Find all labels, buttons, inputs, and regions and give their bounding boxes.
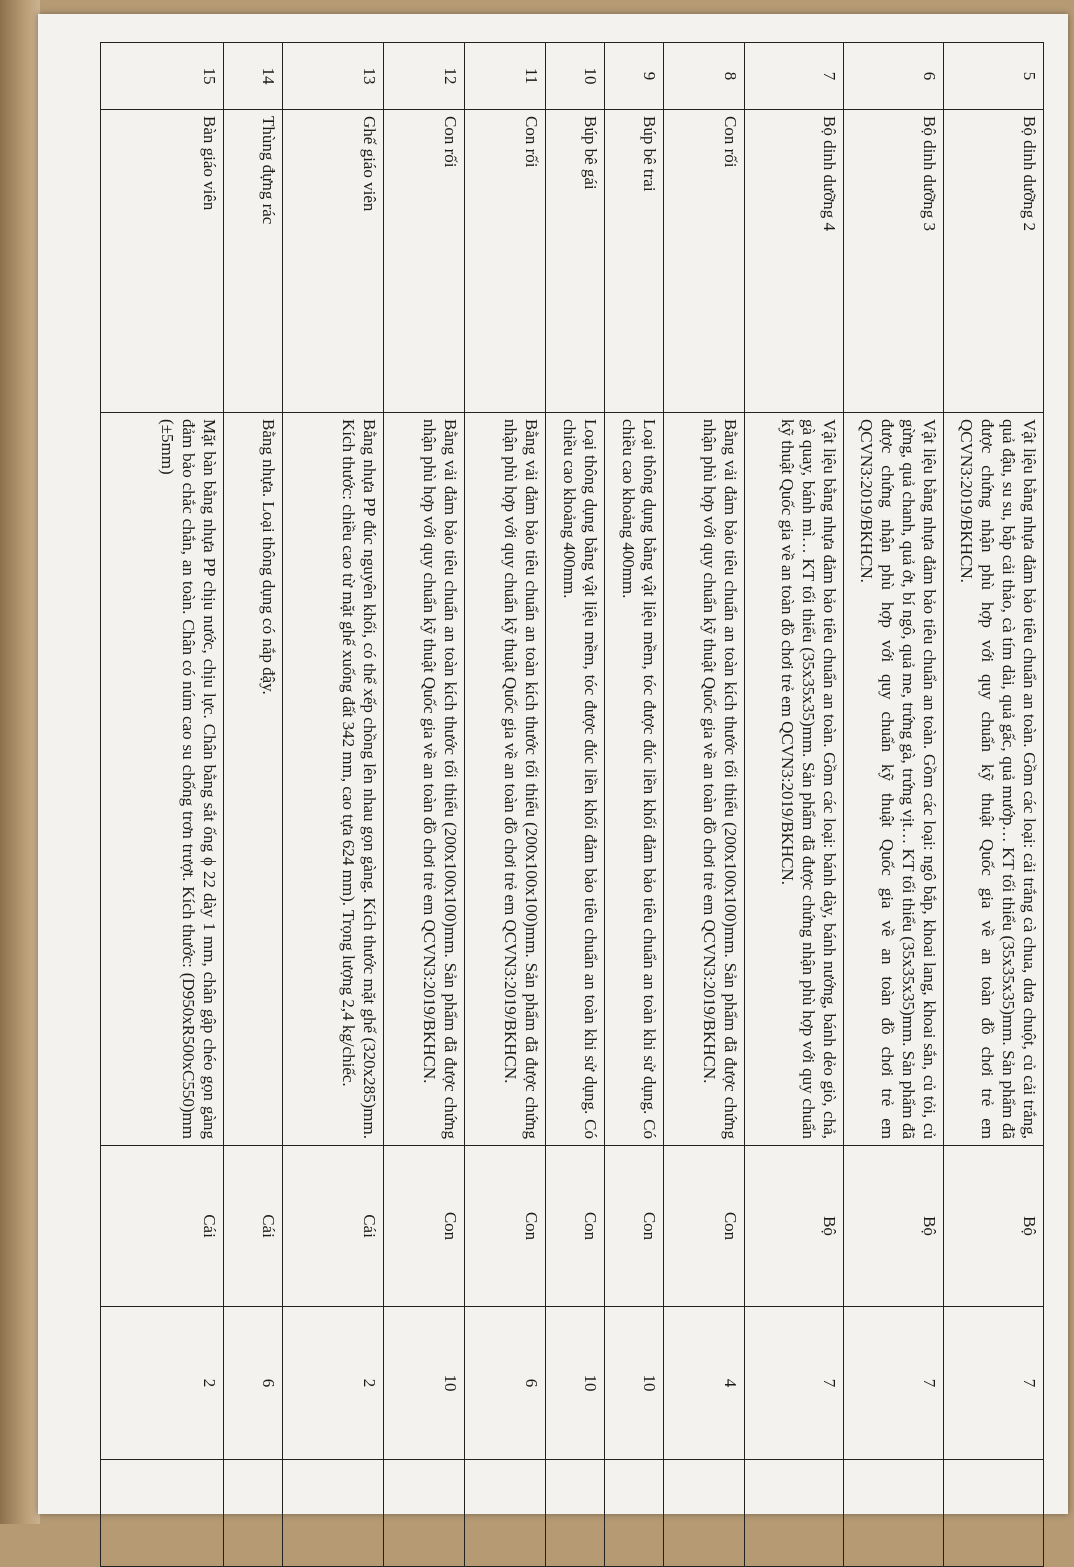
- row-number: 10: [545, 43, 604, 110]
- item-quantity: 7: [745, 1307, 844, 1460]
- table-row: [604, 43, 663, 1567]
- equipment-table-body: [101, 43, 1044, 1567]
- item-name: Bộ dinh dưỡng 3: [843, 110, 944, 413]
- row-number: 8: [663, 43, 744, 110]
- row-number: 11: [464, 43, 545, 110]
- item-description: Bằng nhựa PP đúc nguyên khối, có thể xếp chồng lên nhau gọn gàng. Kích thước mặt ghế (320x285)mm. Kích thước: chiều cao từ mặt ghế xuống đất 342 mm, cao tựa 624 mm). Trọng lượng 2,4 kg/chiếc.: [282, 413, 383, 1146]
- row-number: 5: [944, 43, 1044, 110]
- table-row: [464, 43, 545, 1567]
- item-description: Vật liệu bằng nhựa đảm bảo tiêu chuẩn an toàn. Gồm các loại: ngô bắp, khoai lang, khoai sắn, củ tỏi, củ gừng, quả chanh, quả ớt, bí ngô, quả me, trứng gà, trứng vịt… KT tối thiểu (35x35x35)mm. Sản phẩm đã được chứng nhận phù hợp với quy chuẩn kỹ thuật Quốc gia về an toàn đồ chơi trẻ em QCVN3:2019/BKHCN.: [843, 413, 944, 1146]
- item-description: Vật liệu bằng nhựa đảm bảo tiêu chuẩn an toàn. Gồm các loại: bánh dày, bánh nướng, bánh dẻo giò, chả, gà quay, bánh mì… KT tối thiểu (35x35x35)mm. Sản phẩm đã được chứng nhận phù hợp với quy chuẩn kỹ thuật Quốc gia về an toàn đồ chơi trẻ em QCVN3:2019/BKHCN.: [745, 413, 844, 1146]
- item-unit: Bộ: [843, 1146, 944, 1307]
- item-description: Bằng vải đảm bảo tiêu chuẩn an toàn kích thước tối thiểu (200x100x100)mm. Sản phẩm đã được chứng nhận phù hợp với quy chuẩn kỹ thuật Quốc gia về an toàn đồ chơi trẻ em QCVN3:2019/BKHCN.: [663, 413, 744, 1146]
- item-description: Loại thông dụng bằng vật liệu mềm, tóc được đúc liền khối đảm bảo tiêu chuẩn an toàn khi sử dụng. Có chiều cao khoảng 400mm.: [545, 413, 604, 1146]
- item-unit: Con: [383, 1146, 464, 1307]
- item-quantity: 7: [944, 1307, 1044, 1460]
- item-quantity: 4: [663, 1307, 744, 1460]
- item-quantity: 2: [282, 1307, 383, 1460]
- item-unit: Bộ: [745, 1146, 844, 1307]
- rotated-table-container: [100, 42, 1044, 1488]
- item-unit: Cái: [223, 1146, 282, 1307]
- item-description: Bằng vải đảm bảo tiêu chuẩn an toàn kích thước tối thiểu (200x100x100)mm. Sản phẩm đã được chứng nhận phù hợp với quy chuẩn kỹ thuật Quốc gia về an toàn đồ chơi trẻ em QCVN3:2019/BKHCN.: [464, 413, 545, 1146]
- equipment-table: [100, 42, 1044, 1567]
- item-name: Búp bê gái: [545, 110, 604, 413]
- item-description: Bằng vải đảm bảo tiêu chuẩn an toàn kích thước tối thiểu (200x100x100)mm. Sản phẩm đã được chứng nhận phù hợp với quy chuẩn kỹ thuật Quốc gia về an toàn đồ chơi trẻ em QCVN3:2019/BKHCN.: [383, 413, 464, 1146]
- item-unit: Con: [604, 1146, 663, 1307]
- empty-cell: [663, 1460, 744, 1567]
- item-name: Con rối: [383, 110, 464, 413]
- item-name: Bộ dinh dưỡng 4: [745, 110, 844, 413]
- item-unit: Bộ: [944, 1146, 1044, 1307]
- table-row: [383, 43, 464, 1567]
- item-name: Bộ dinh dưỡng 2: [944, 110, 1044, 413]
- empty-cell: [282, 1460, 383, 1567]
- item-quantity: 10: [383, 1307, 464, 1460]
- table-row: [282, 43, 383, 1567]
- item-quantity: 10: [604, 1307, 663, 1460]
- item-quantity: 6: [223, 1307, 282, 1460]
- item-quantity: 10: [545, 1307, 604, 1460]
- empty-cell: [604, 1460, 663, 1567]
- row-number: 6: [843, 43, 944, 110]
- item-name: Thùng đựng rác: [223, 110, 282, 413]
- row-number: 13: [282, 43, 383, 110]
- empty-cell: [464, 1460, 545, 1567]
- item-quantity: 6: [464, 1307, 545, 1460]
- item-name: Con rối: [464, 110, 545, 413]
- empty-cell: [383, 1460, 464, 1567]
- empty-cell: [944, 1460, 1044, 1567]
- item-name: Con rối: [663, 110, 744, 413]
- table-row: [944, 43, 1044, 1567]
- item-name: Ghế giáo viên: [282, 110, 383, 413]
- item-description: Bằng nhựa. Loại thông dụng có nắp đậy.: [223, 413, 282, 1146]
- empty-cell: [843, 1460, 944, 1567]
- row-number: 15: [101, 43, 224, 110]
- empty-cell: [545, 1460, 604, 1567]
- item-name: Búp bê trai: [604, 110, 663, 413]
- row-number: 9: [604, 43, 663, 110]
- table-row: [663, 43, 744, 1567]
- table-row: [745, 43, 844, 1567]
- item-quantity: 7: [843, 1307, 944, 1460]
- desk-background: [0, 0, 40, 1524]
- item-description: Vật liệu bằng nhựa đảm bảo tiêu chuẩn an toàn. Gồm các loại: cải trắng cà chua, dưa chuột, củ cải trắng, quả đậu, su su, bắp cải thảo, cà tím dài, quả gấc, quả mướp… KT tối thiểu (35x35x35)mm. Sản phẩm đã được chứng nhận phù hợp với quy chuẩn kỹ thuật Quốc gia về an toàn đồ chơi trẻ em QCVN3:2019/BKHCN.: [944, 413, 1044, 1146]
- row-number: 7: [745, 43, 844, 110]
- table-row: [101, 43, 224, 1567]
- row-number: 14: [223, 43, 282, 110]
- empty-cell: [101, 1460, 224, 1567]
- empty-cell: [745, 1460, 844, 1567]
- table-row: [223, 43, 282, 1567]
- table-row: [545, 43, 604, 1567]
- item-unit: Con: [464, 1146, 545, 1307]
- item-name: Bàn giáo viên: [101, 110, 224, 413]
- row-number: 12: [383, 43, 464, 110]
- table-row: [843, 43, 944, 1567]
- item-unit: Con: [545, 1146, 604, 1307]
- item-unit: Con: [663, 1146, 744, 1307]
- item-description: Mặt bàn bằng nhựa PP chịu nước, chịu lực. Chân bằng sắt ống ϕ 22 dày 1 mm, chân gập chéo gọn gàng đảm bảo chắc chắn, an toàn. Chân có núm cao su chống trơn trượt. Kích thước: (D950xR500xC550)mm (±5mm): [101, 413, 224, 1146]
- item-quantity: 2: [101, 1307, 224, 1460]
- item-description: Loại thông dụng bằng vật liệu mềm, tóc được đúc liền khối đảm bảo tiêu chuẩn an toàn khi sử dụng. Có chiều cao khoảng 400mm.: [604, 413, 663, 1146]
- empty-cell: [223, 1460, 282, 1567]
- item-unit: Cái: [101, 1146, 224, 1307]
- item-unit: Cái: [282, 1146, 383, 1307]
